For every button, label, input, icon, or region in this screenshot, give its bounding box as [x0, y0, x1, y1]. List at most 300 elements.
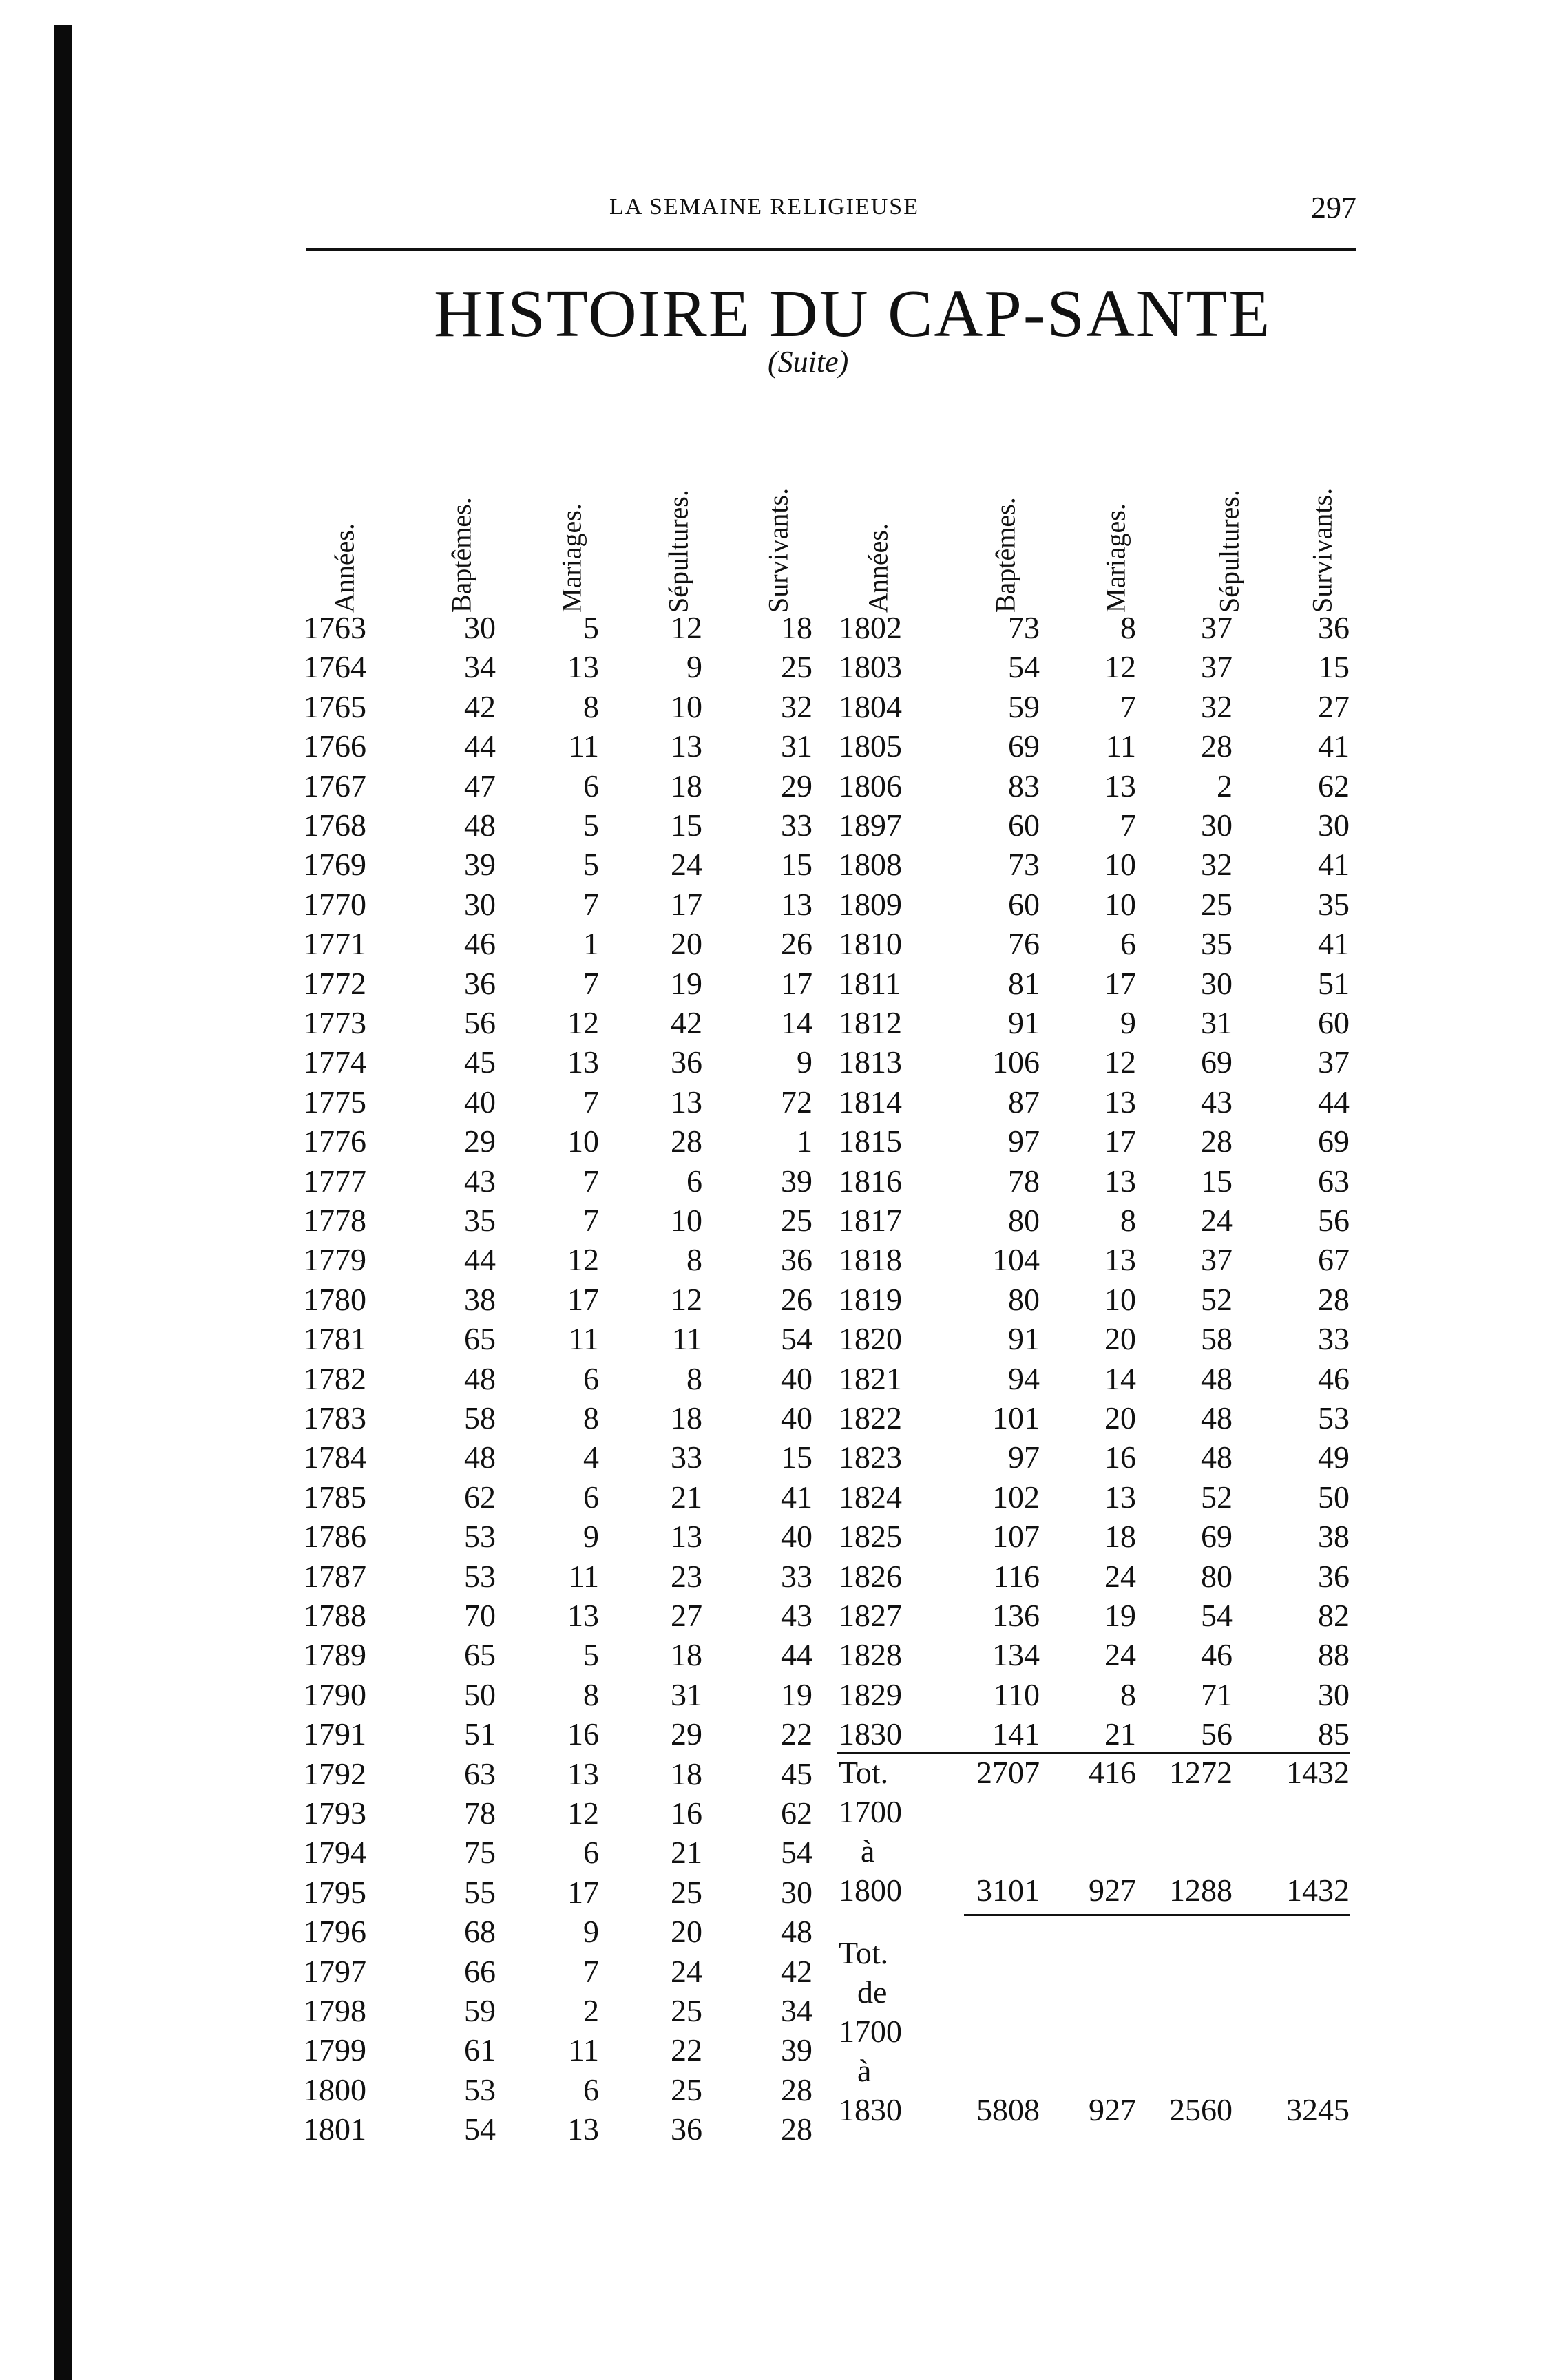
count-cell: 13: [671, 728, 702, 764]
year-cell: 1815: [839, 1124, 902, 1159]
count-cell: 37: [1318, 1044, 1350, 1080]
year-cell: 1792: [303, 1756, 366, 1791]
year-cell: 1821: [839, 1360, 902, 1396]
total-label: Tot.: [839, 1755, 889, 1790]
count-cell: 18: [671, 768, 702, 803]
year-cell: 1825: [839, 1519, 902, 1555]
count-cell: 12: [567, 1005, 599, 1040]
count-cell: 83: [1008, 768, 1040, 803]
count-cell: 5: [583, 1637, 599, 1673]
count-cell: 53: [464, 1558, 496, 1594]
count-cell: 141: [992, 1716, 1040, 1752]
count-cell: 24: [1201, 1203, 1233, 1238]
count-cell: 12: [671, 1281, 702, 1317]
count-cell: 69: [1201, 1519, 1233, 1555]
count-cell: 18: [781, 610, 812, 645]
year-cell: 1772: [303, 965, 366, 1001]
count-cell: 104: [992, 1242, 1040, 1278]
count-cell: 38: [1318, 1519, 1350, 1555]
year-cell: 1824: [839, 1479, 902, 1515]
count-cell: 30: [1318, 1676, 1350, 1712]
count-cell: 10: [671, 688, 702, 724]
count-cell: 20: [1104, 1321, 1136, 1357]
count-cell: 9: [1120, 1005, 1136, 1040]
total-label: 1700: [839, 2014, 902, 2049]
count-cell: 53: [1318, 1400, 1350, 1435]
count-cell: 49: [1318, 1440, 1350, 1475]
count-cell: 45: [464, 1044, 496, 1080]
count-cell: 21: [671, 1479, 702, 1515]
count-cell: 38: [464, 1281, 496, 1317]
count-cell: 28: [671, 1124, 702, 1159]
count-cell: 55: [464, 1874, 496, 1910]
total-label: 1800: [839, 1873, 902, 1908]
count-cell: 41: [1318, 926, 1350, 962]
count-cell: 110: [993, 1676, 1040, 1712]
count-cell: 107: [992, 1519, 1040, 1555]
count-cell: 81: [1008, 965, 1040, 1001]
count-cell: 30: [1201, 965, 1233, 1001]
count-cell: 13: [671, 1084, 702, 1119]
count-cell: 22: [671, 2032, 702, 2068]
count-cell: 11: [568, 1321, 599, 1357]
col-header-baptemes-right: Baptêmes.: [989, 497, 1021, 613]
count-cell: 48: [464, 808, 496, 843]
year-cell: 1812: [839, 1005, 902, 1040]
year-cell: 1816: [839, 1163, 902, 1199]
count-cell: 35: [464, 1203, 496, 1238]
total-value: 1272: [1169, 1755, 1233, 1790]
year-cell: 1829: [839, 1676, 902, 1712]
count-cell: 75: [464, 1835, 496, 1871]
year-cell: 1805: [839, 728, 902, 764]
count-cell: 33: [671, 1440, 702, 1475]
year-cell: 1817: [839, 1203, 902, 1238]
count-cell: 6: [583, 1479, 599, 1515]
count-cell: 27: [671, 1598, 702, 1633]
count-cell: 35: [1201, 926, 1233, 962]
count-cell: 41: [781, 1479, 812, 1515]
year-cell: 1801: [303, 2112, 366, 2147]
count-cell: 36: [1318, 610, 1350, 645]
count-cell: 17: [671, 886, 702, 922]
count-cell: 13: [1104, 1163, 1136, 1199]
count-cell: 15: [781, 1440, 812, 1475]
count-cell: 19: [671, 965, 702, 1001]
count-cell: 19: [781, 1676, 812, 1712]
year-cell: 1763: [303, 610, 366, 645]
count-cell: 78: [464, 1795, 496, 1831]
count-cell: 52: [1201, 1479, 1233, 1515]
total-value: 927: [1089, 2092, 1136, 2127]
count-cell: 53: [464, 1519, 496, 1555]
count-cell: 26: [781, 1281, 812, 1317]
count-cell: 16: [1104, 1440, 1136, 1475]
count-cell: 48: [781, 1914, 812, 1950]
running-head: [306, 191, 1356, 235]
total-label: 1700: [839, 1794, 902, 1829]
count-cell: 48: [464, 1440, 496, 1475]
year-cell: 1822: [839, 1400, 902, 1435]
total-value: 1288: [1169, 1873, 1233, 1908]
count-cell: 46: [1201, 1637, 1233, 1673]
count-cell: 36: [1318, 1558, 1350, 1594]
count-cell: 28: [1201, 1124, 1233, 1159]
count-cell: 39: [781, 2032, 812, 2068]
col-header-annees-left: Années.: [328, 523, 360, 613]
col-header-survivants-left: Survivants.: [762, 487, 794, 613]
year-cell: 1819: [839, 1281, 902, 1317]
count-cell: 25: [671, 1993, 702, 2028]
count-cell: 37: [1201, 649, 1233, 685]
total-label: à: [857, 2053, 872, 2088]
total-rule: [964, 1914, 1350, 1916]
count-cell: 40: [464, 1084, 496, 1119]
count-cell: 54: [1008, 649, 1040, 685]
total-value: 2560: [1169, 2092, 1233, 2127]
count-cell: 13: [1104, 1084, 1136, 1119]
count-cell: 76: [1008, 926, 1040, 962]
year-cell: 1774: [303, 1044, 366, 1080]
count-cell: 102: [992, 1479, 1040, 1515]
count-cell: 62: [781, 1795, 812, 1831]
count-cell: 48: [1201, 1360, 1233, 1396]
year-cell: 1814: [839, 1084, 902, 1119]
year-cell: 1798: [303, 1993, 366, 2028]
year-cell: 1818: [839, 1242, 902, 1278]
count-cell: 43: [464, 1163, 496, 1199]
count-cell: 59: [1008, 688, 1040, 724]
count-cell: 10: [1104, 847, 1136, 883]
count-cell: 10: [1104, 886, 1136, 922]
count-cell: 2: [1217, 768, 1233, 803]
year-cell: 1810: [839, 926, 902, 962]
count-cell: 69: [1201, 1044, 1233, 1080]
count-cell: 62: [1318, 768, 1350, 803]
count-cell: 82: [1318, 1598, 1350, 1633]
count-cell: 78: [1008, 1163, 1040, 1199]
count-cell: 25: [1201, 886, 1233, 922]
page-title: HISTOIRE DU CAP-SANTE: [434, 277, 1272, 351]
count-cell: 17: [567, 1874, 599, 1910]
year-cell: 1767: [303, 768, 366, 803]
count-cell: 41: [1318, 728, 1350, 764]
count-cell: 48: [1201, 1400, 1233, 1435]
count-cell: 8: [583, 1676, 599, 1712]
count-cell: 29: [781, 768, 812, 803]
year-cell: 1786: [303, 1519, 366, 1555]
total-label: de: [857, 1974, 888, 2010]
count-cell: 20: [671, 926, 702, 962]
total-value: 1432: [1286, 1755, 1350, 1790]
total-value: 2707: [976, 1755, 1040, 1790]
count-cell: 22: [781, 1716, 812, 1752]
count-cell: 28: [781, 2112, 812, 2147]
count-cell: 18: [1104, 1519, 1136, 1555]
count-cell: 42: [464, 688, 496, 724]
count-cell: 12: [567, 1242, 599, 1278]
count-cell: 7: [583, 965, 599, 1001]
count-cell: 69: [1008, 728, 1040, 764]
count-cell: 7: [583, 1084, 599, 1119]
count-cell: 46: [1318, 1360, 1350, 1396]
year-cell: 1827: [839, 1598, 902, 1633]
count-cell: 13: [671, 1519, 702, 1555]
count-cell: 25: [781, 1203, 812, 1238]
year-cell: 1803: [839, 649, 902, 685]
count-cell: 37: [1201, 1242, 1233, 1278]
count-cell: 10: [671, 1203, 702, 1238]
total-label: à: [861, 1833, 875, 1868]
count-cell: 9: [583, 1519, 599, 1555]
count-cell: 12: [671, 610, 702, 645]
count-cell: 87: [1008, 1084, 1040, 1119]
count-cell: 30: [781, 1874, 812, 1910]
count-cell: 31: [1201, 1005, 1233, 1040]
count-cell: 27: [1318, 688, 1350, 724]
count-cell: 60: [1008, 808, 1040, 843]
count-cell: 56: [1201, 1716, 1233, 1752]
count-cell: 50: [464, 1676, 496, 1712]
count-cell: 20: [1104, 1400, 1136, 1435]
count-cell: 15: [1201, 1163, 1233, 1199]
year-cell: 1897: [839, 808, 902, 843]
col-header-sepultures-left: Sépultures.: [662, 489, 694, 613]
count-cell: 13: [1104, 768, 1136, 803]
count-cell: 30: [1318, 808, 1350, 843]
count-cell: 7: [583, 886, 599, 922]
count-cell: 21: [671, 1835, 702, 1871]
count-cell: 69: [1318, 1124, 1350, 1159]
year-cell: 1820: [839, 1321, 902, 1357]
count-cell: 134: [992, 1637, 1040, 1673]
count-cell: 54: [781, 1835, 812, 1871]
year-cell: 1806: [839, 768, 902, 803]
count-cell: 70: [464, 1598, 496, 1633]
count-cell: 14: [781, 1005, 812, 1040]
count-cell: 65: [464, 1637, 496, 1673]
count-cell: 13: [567, 1044, 599, 1080]
count-cell: 16: [671, 1795, 702, 1831]
count-cell: 36: [464, 965, 496, 1001]
year-cell: 1782: [303, 1360, 366, 1396]
count-cell: 34: [781, 1993, 812, 2028]
year-cell: 1797: [303, 1953, 366, 1989]
count-cell: 13: [567, 2112, 599, 2147]
count-cell: 73: [1008, 847, 1040, 883]
count-cell: 7: [583, 1953, 599, 1989]
count-cell: 12: [567, 1795, 599, 1831]
count-cell: 13: [1104, 1242, 1136, 1278]
count-cell: 46: [464, 926, 496, 962]
count-cell: 51: [1318, 965, 1350, 1001]
count-cell: 51: [464, 1716, 496, 1752]
count-cell: 44: [781, 1637, 812, 1673]
count-cell: 1: [797, 1124, 812, 1159]
count-cell: 73: [1008, 610, 1040, 645]
year-cell: 1788: [303, 1598, 366, 1633]
col-header-baptemes-left: Baptêmes.: [445, 497, 477, 613]
count-cell: 88: [1318, 1637, 1350, 1673]
year-cell: 1802: [839, 610, 902, 645]
total-value: 927: [1089, 1873, 1136, 1908]
year-cell: 1830: [839, 1716, 902, 1752]
year-cell: 1766: [303, 728, 366, 764]
count-cell: 10: [1104, 1281, 1136, 1317]
count-cell: 17: [567, 1281, 599, 1317]
count-cell: 91: [1008, 1005, 1040, 1040]
count-cell: 7: [583, 1163, 599, 1199]
year-cell: 1809: [839, 886, 902, 922]
count-cell: 54: [781, 1321, 812, 1357]
count-cell: 11: [568, 1558, 599, 1594]
count-cell: 13: [567, 649, 599, 685]
total-value: 3245: [1286, 2092, 1350, 2127]
count-cell: 80: [1008, 1281, 1040, 1317]
year-cell: 1811: [839, 965, 901, 1001]
count-cell: 39: [464, 847, 496, 883]
year-cell: 1804: [839, 688, 902, 724]
count-cell: 44: [464, 1242, 496, 1278]
count-cell: 11: [568, 728, 599, 764]
year-cell: 1771: [303, 926, 366, 962]
count-cell: 8: [686, 1242, 702, 1278]
count-cell: 35: [1318, 886, 1350, 922]
count-cell: 5: [583, 808, 599, 843]
count-cell: 43: [781, 1598, 812, 1633]
count-cell: 13: [1104, 1479, 1136, 1515]
count-cell: 40: [781, 1519, 812, 1555]
count-cell: 85: [1318, 1716, 1350, 1752]
col-header-survivants-right: Survivants.: [1306, 487, 1338, 613]
count-cell: 16: [567, 1716, 599, 1752]
count-cell: 19: [1104, 1598, 1136, 1633]
count-cell: 13: [567, 1598, 599, 1633]
count-cell: 15: [781, 847, 812, 883]
year-cell: 1773: [303, 1005, 366, 1040]
total-label: Tot.: [839, 1935, 889, 1970]
count-cell: 48: [464, 1360, 496, 1396]
year-cell: 1768: [303, 808, 366, 843]
count-cell: 97: [1008, 1124, 1040, 1159]
binding-edge: [54, 25, 72, 2380]
year-cell: 1813: [839, 1044, 902, 1080]
count-cell: 116: [993, 1558, 1040, 1594]
year-cell: 1828: [839, 1637, 902, 1673]
page-subtitle: (Suite): [768, 345, 849, 379]
count-cell: 42: [671, 1005, 702, 1040]
year-cell: 1799: [303, 2032, 366, 2068]
count-cell: 30: [464, 886, 496, 922]
count-cell: 63: [1318, 1163, 1350, 1199]
count-cell: 41: [1318, 847, 1350, 883]
year-cell: 1789: [303, 1637, 366, 1673]
count-cell: 18: [671, 1756, 702, 1791]
count-cell: 42: [781, 1953, 812, 1989]
count-cell: 28: [1318, 1281, 1350, 1317]
count-cell: 97: [1008, 1440, 1040, 1475]
year-cell: 1777: [303, 1163, 366, 1199]
year-cell: 1784: [303, 1440, 366, 1475]
count-cell: 39: [781, 1163, 812, 1199]
count-cell: 56: [464, 1005, 496, 1040]
count-cell: 6: [686, 1163, 702, 1199]
year-cell: 1764: [303, 649, 366, 685]
count-cell: 25: [671, 1874, 702, 1910]
count-cell: 6: [583, 2072, 599, 2107]
count-cell: 71: [1201, 1676, 1233, 1712]
count-cell: 52: [1201, 1281, 1233, 1317]
count-cell: 8: [686, 1360, 702, 1396]
count-cell: 28: [1201, 728, 1233, 764]
count-cell: 4: [583, 1440, 599, 1475]
count-cell: 23: [671, 1558, 702, 1594]
count-cell: 6: [583, 1835, 599, 1871]
header-rule: [306, 248, 1356, 251]
count-cell: 29: [671, 1716, 702, 1752]
count-cell: 36: [781, 1242, 812, 1278]
count-cell: 36: [671, 1044, 702, 1080]
count-cell: 31: [781, 728, 812, 764]
year-cell: 1823: [839, 1440, 902, 1475]
count-cell: 32: [781, 688, 812, 724]
running-title: LA SEMAINE RELIGIEUSE: [609, 194, 919, 220]
count-cell: 136: [992, 1598, 1040, 1633]
count-cell: 54: [1201, 1598, 1233, 1633]
count-cell: 80: [1008, 1203, 1040, 1238]
year-cell: 1776: [303, 1124, 366, 1159]
count-cell: 7: [583, 1203, 599, 1238]
count-cell: 7: [1120, 808, 1136, 843]
count-cell: 45: [781, 1756, 812, 1791]
count-cell: 24: [1104, 1637, 1136, 1673]
year-cell: 1808: [839, 847, 902, 883]
count-cell: 94: [1008, 1360, 1040, 1396]
col-header-mariages-left: Mariages.: [556, 503, 587, 613]
count-cell: 8: [583, 688, 599, 724]
count-cell: 5: [583, 847, 599, 883]
count-cell: 58: [464, 1400, 496, 1435]
count-cell: 15: [1318, 649, 1350, 685]
year-cell: 1787: [303, 1558, 366, 1594]
year-cell: 1795: [303, 1874, 366, 1910]
year-cell: 1778: [303, 1203, 366, 1238]
page-number: 297: [1311, 191, 1356, 224]
year-cell: 1794: [303, 1835, 366, 1871]
count-cell: 67: [1318, 1242, 1350, 1278]
count-cell: 8: [583, 1400, 599, 1435]
year-cell: 1793: [303, 1795, 366, 1831]
count-cell: 54: [464, 2112, 496, 2147]
count-cell: 65: [464, 1321, 496, 1357]
count-cell: 13: [781, 886, 812, 922]
year-cell: 1770: [303, 886, 366, 922]
count-cell: 44: [1318, 1084, 1350, 1119]
count-cell: 6: [1120, 926, 1136, 962]
count-cell: 33: [781, 808, 812, 843]
count-cell: 12: [1104, 1044, 1136, 1080]
col-header-mariages-right: Mariages.: [1100, 503, 1131, 613]
year-cell: 1796: [303, 1914, 366, 1950]
count-cell: 60: [1008, 886, 1040, 922]
count-cell: 72: [781, 1084, 812, 1119]
total-value: 1432: [1286, 1873, 1350, 1908]
count-cell: 9: [797, 1044, 812, 1080]
count-cell: 40: [781, 1400, 812, 1435]
year-cell: 1775: [303, 1084, 366, 1119]
col-header-sepultures-right: Sépultures.: [1213, 489, 1245, 613]
count-cell: 7: [1120, 688, 1136, 724]
